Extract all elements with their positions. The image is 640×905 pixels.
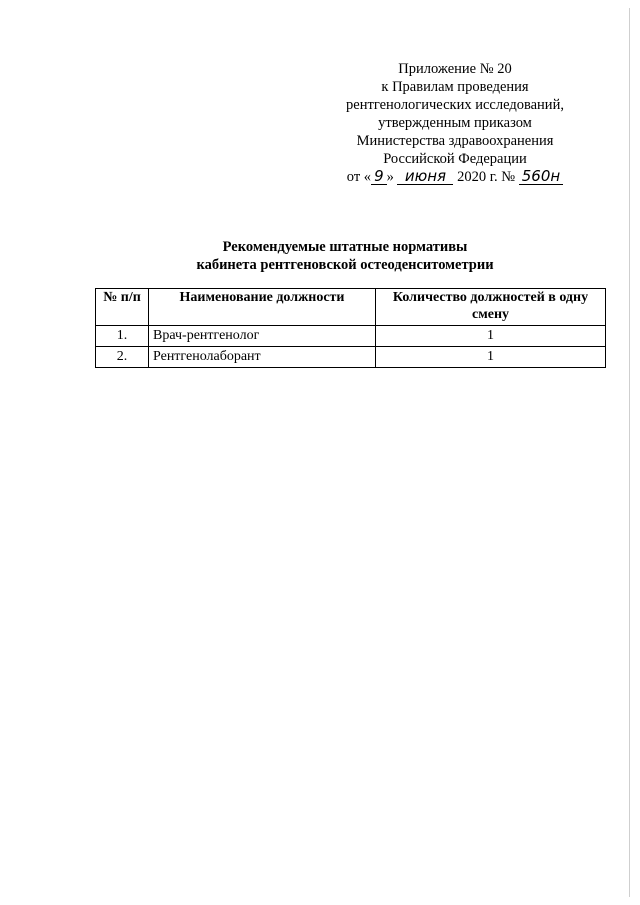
order-date-line [340, 168, 570, 186]
staffing-norms-table [95, 288, 606, 368]
year-number-label: 2020 г. № [457, 169, 516, 185]
appendix-block [340, 60, 570, 186]
row-count: 1 [376, 347, 606, 368]
appendix-line: рентгенологических исследований, [346, 97, 564, 113]
document-title [150, 238, 540, 274]
title-line-1: Рекомендуемые штатные нормативы [222, 239, 468, 255]
table-row [96, 347, 606, 368]
header-count: Количество должностей в одну смену [376, 289, 606, 326]
table-header-row [96, 289, 606, 326]
handwritten-day: 9 [371, 169, 387, 185]
handwritten-month: июня [397, 169, 453, 185]
row-position: Врач-рентгенолог [149, 326, 376, 347]
handwritten-order-number: 560н [519, 169, 563, 185]
appendix-line: Российской Федерации [383, 151, 527, 167]
date-quote-close: » [386, 169, 394, 185]
table-row [96, 326, 606, 347]
page-edge [629, 8, 630, 897]
appendix-line: Министерства здравоохранения [356, 133, 554, 149]
row-number: 2. [96, 347, 149, 368]
appendix-line: утвержденным приказом [378, 115, 532, 131]
row-number: 1. [96, 326, 149, 347]
title-line-2: кабинета рентгеновской остеоденситометрии [196, 257, 494, 273]
date-prefix: от « [346, 169, 372, 185]
appendix-line: Приложение № 20 [398, 61, 512, 77]
row-count: 1 [376, 326, 606, 347]
row-position: Рентгенолаборант [149, 347, 376, 368]
appendix-line: к Правилам проведения [381, 79, 529, 95]
header-position: Наименование должности [149, 289, 376, 326]
header-number: № п/п [96, 289, 149, 326]
